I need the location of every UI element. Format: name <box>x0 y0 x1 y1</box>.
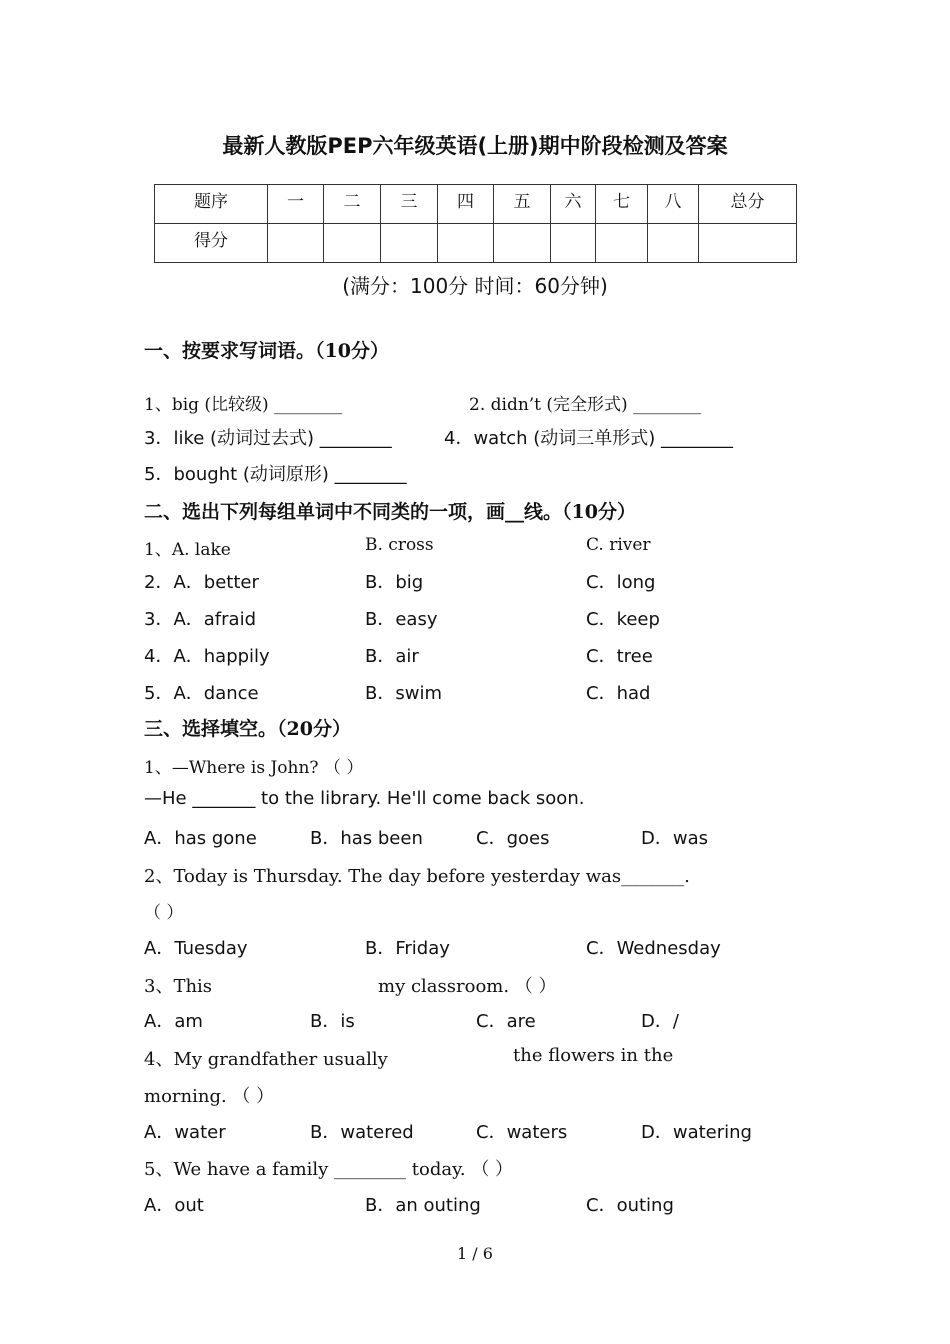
s3-q1-line1: 1、—Where is John? （ ） <box>144 758 364 778</box>
score-cell[interactable] <box>381 224 438 263</box>
section1-heading <box>144 336 389 363</box>
s1-item-5: 5．bought (动词原形) ________ <box>144 464 407 485</box>
exam-note: (满分：100分 时间：60分钟) <box>342 274 608 298</box>
s3-q4-option-d: D．watering <box>641 1122 752 1143</box>
s3-q2-line1: 2、Today is Thursday. The day before yesterday was_______. <box>144 866 690 887</box>
s2-row5-a: 5．A．dance <box>144 683 259 704</box>
score-table-header-cell: 二 <box>324 185 381 224</box>
s2-row1-c: C. river <box>586 535 651 555</box>
score-cell[interactable] <box>494 224 551 263</box>
section2-heading-text: 二、选出下列每组单词中不同类的一项，画__线。 <box>144 501 563 523</box>
score-cell[interactable] <box>324 224 381 263</box>
s1-item-4: 4．watch (动词三单形式) ________ <box>444 428 734 449</box>
s2-row4-c: C．tree <box>586 646 653 667</box>
score-table-header-cell: 总分 <box>699 185 797 224</box>
s3-q4-option-c: C．waters <box>476 1122 568 1143</box>
page-title: 最新人教版PEP六年级英语(上册)期中阶段检测及答案 <box>222 134 728 158</box>
section2-heading <box>144 497 636 524</box>
s2-row3-b: B．easy <box>365 609 438 630</box>
score-cell[interactable] <box>438 224 494 263</box>
s3-q1-option-b: B．has been <box>310 828 423 849</box>
s2-row3-c: C．keep <box>586 609 660 630</box>
s3-q2-option-b: B．Friday <box>365 938 450 959</box>
s3-q4-line2: morning. （ ） <box>144 1086 275 1107</box>
s3-q4-line1-end: the flowers in the <box>513 1045 674 1066</box>
s3-q3-option-a: A．am <box>144 1011 203 1032</box>
score-cell[interactable] <box>648 224 699 263</box>
s3-q3-option-b: B．is <box>310 1011 355 1032</box>
section3-points: （20分） <box>277 718 351 740</box>
score-table-header-cell: 题序 <box>155 185 268 224</box>
s3-q4-option-a: A．water <box>144 1122 226 1143</box>
section1-points: （10分） <box>315 340 389 362</box>
score-table-header-cell: 一 <box>268 185 324 224</box>
s2-row4-b: B．air <box>365 646 419 667</box>
s3-q3-line1-start: 3、This <box>144 976 213 997</box>
score-row-label: 得分 <box>155 224 268 263</box>
score-table-header-row <box>155 185 797 224</box>
score-table-header-cell: 七 <box>596 185 648 224</box>
score-table-score-row <box>155 224 797 263</box>
s2-row2-c: C．long <box>586 572 656 593</box>
s2-row1-a: 1、A. lake <box>144 540 231 560</box>
s2-row4-a: 4．A．happily <box>144 646 270 667</box>
s3-q2-line2: （ ） <box>144 903 184 923</box>
s2-row1-b: B. cross <box>365 535 434 555</box>
score-table-header-cell: 八 <box>648 185 699 224</box>
section3-heading-text: 三、选择填空。 <box>144 718 278 740</box>
s2-row2-b: B．big <box>365 572 424 593</box>
s1-item-1: 1、big (比较级) ________ <box>144 395 343 415</box>
s3-q4-option-b: B．watered <box>310 1122 414 1143</box>
s3-q5-line1: 5、We have a family ________ today. （ ） <box>144 1159 514 1180</box>
s3-q2-option-a: A．Tuesday <box>144 938 248 959</box>
s2-row5-b: B．swim <box>365 683 442 704</box>
section1-heading-text: 一、按要求写词语。 <box>144 340 316 362</box>
s2-row5-c: C．had <box>586 683 651 704</box>
s1-item-2: 2. didn’t (完全形式) ________ <box>469 395 702 415</box>
score-table-header-cell: 五 <box>494 185 551 224</box>
s2-row2-a: 2．A．better <box>144 572 259 593</box>
s3-q5-option-b: B．an outing <box>365 1195 481 1216</box>
score-cell[interactable] <box>699 224 797 263</box>
score-table-header-cell: 三 <box>381 185 438 224</box>
score-cell[interactable] <box>596 224 648 263</box>
score-table-header-cell: 四 <box>438 185 494 224</box>
score-cell[interactable] <box>551 224 596 263</box>
s3-q2-option-c: C．Wednesday <box>586 938 721 959</box>
s3-q1-line2: —He _______ to the library. He'll come back soon. <box>144 788 585 809</box>
section3-heading <box>144 714 351 741</box>
s3-q5-option-c: C．outing <box>586 1195 674 1216</box>
s3-q4-line1-start: 4、My grandfather usually <box>144 1049 388 1070</box>
score-table-header-cell: 六 <box>551 185 596 224</box>
section2-points: （10分） <box>562 501 636 523</box>
s3-q1-option-a: A．has gone <box>144 828 257 849</box>
s3-q3-option-c: C．are <box>476 1011 536 1032</box>
s1-item-3: 3．like (动词过去式) ________ <box>144 428 392 449</box>
s3-q5-option-a: A．out <box>144 1195 204 1216</box>
s3-q1-option-d: D．was <box>641 828 708 849</box>
score-table <box>154 184 797 263</box>
s2-row3-a: 3．A．afraid <box>144 609 256 630</box>
s3-q1-option-c: C．goes <box>476 828 550 849</box>
score-cell[interactable] <box>268 224 324 263</box>
s3-q3-line1-end: my classroom. （ ） <box>378 976 557 997</box>
page-number: 1 / 6 <box>457 1244 493 1263</box>
s3-q3-option-d: D．/ <box>641 1011 679 1032</box>
